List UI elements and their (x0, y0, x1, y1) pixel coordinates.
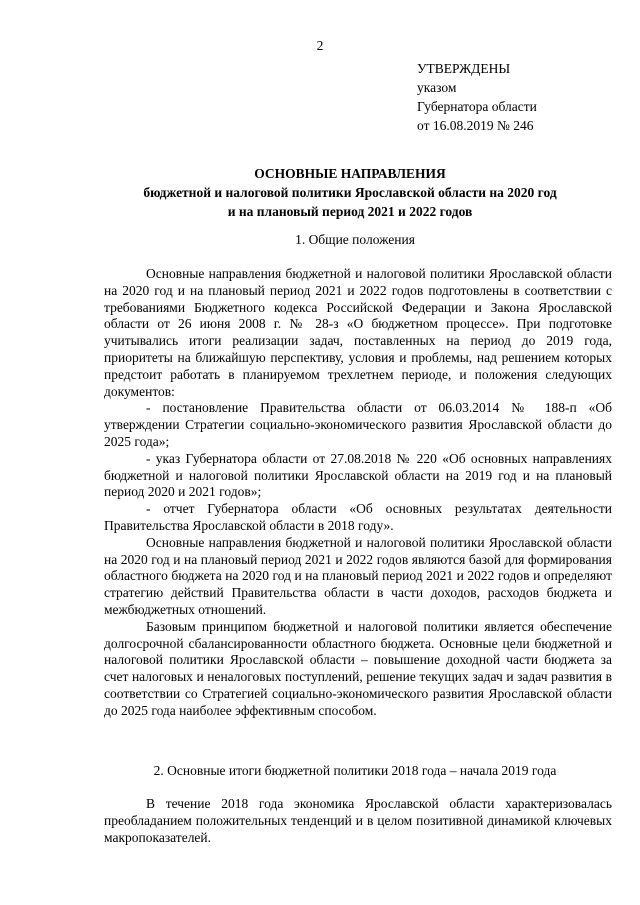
paragraph: В течение 2018 года экономика Ярославской области характеризовалась преобладанием положительных тенденций и в целом позитивной динамикой ключевых макропоказателей. (104, 796, 612, 845)
title-line: и на плановый период 2021 и 2022 годов (227, 204, 473, 219)
paragraph: - постановление Правительства области от 06.03.2014 № 188-п «Об утверждении Стратегии социально-экономического развития Ярославской области до 2025 года»; (104, 400, 612, 449)
section-body (104, 266, 612, 720)
section-heading: 2. Основные итоги бюджетной политики 2018 года – начала 2019 года (153, 763, 557, 778)
paragraph: Основные направления бюджетной и налоговой политики Ярославской области на 2020 год и на плановый период 2021 и 2022 годов являются базой для формирования областного бюджета на 2020 год и на плановый период 2021 и 2022 годов и определяют стратегию действий Правительства области в части доходов, расходов бюджета и межбюджетных отношений. (104, 534, 612, 617)
section-heading: 1. Общие положения (295, 232, 415, 247)
approval-line: УТВЕРЖДЕНЫ (417, 61, 511, 76)
document-title (100, 164, 600, 221)
title-line: ОСНОВНЫЕ НАПРАВЛЕНИЯ (254, 166, 446, 181)
section-body (104, 796, 612, 846)
approval-stamp (417, 59, 537, 135)
paragraph: Базовым принципом бюджетной и налоговой политики является обеспечение долгосрочной сбалансированности областного бюджета. Основные цели бюджетной и налоговой политики Ярославской области – повышение доходной части бюджета за счет налоговых и неналоговых поступлений, решение текущих задач и задач развития в соответствии со Стратегией социально-экономического развития Ярославской области до 2025 года наиболее эффективным способом. (104, 618, 612, 718)
approval-line: Губернатора области (417, 99, 537, 114)
paragraph: Основные направления бюджетной и налоговой политики Ярославской области на 2020 год и на плановый период 2021 и 2022 годов подготовлены в соответствии с требованиями Бюджетного кодекса Российской Федерации и Закона Ярославской области от 26 июня 2008 г. № 28-з «О бюджетном процессе». При подготовке учитывались итоги реализации задач, поставленных на период до 2019 года, приоритеты на ближайшую перспективу, условия и проблемы, над решением которых предстоит работать в планируемом трехлетнем периоде, и положения следующих документов: (104, 266, 612, 399)
page-number: 2 (316, 38, 324, 53)
approval-line: указом (417, 80, 457, 95)
paragraph: - отчет Губернатора области «Об основных результатах деятельности Правительства Ярославской области в 2018 году». (104, 501, 612, 533)
title-line: бюджетной и налоговой политики Ярославской области на 2020 год (143, 185, 557, 200)
approval-line: от 16.08.2019 № 246 (417, 118, 534, 133)
paragraph: - указ Губернатора области от 27.08.2018 № 220 «Об основных направлениях бюджетной и налоговой политики Ярославской области на 2019 год и на плановый период 2020 и 2021 годов»; (104, 450, 612, 500)
